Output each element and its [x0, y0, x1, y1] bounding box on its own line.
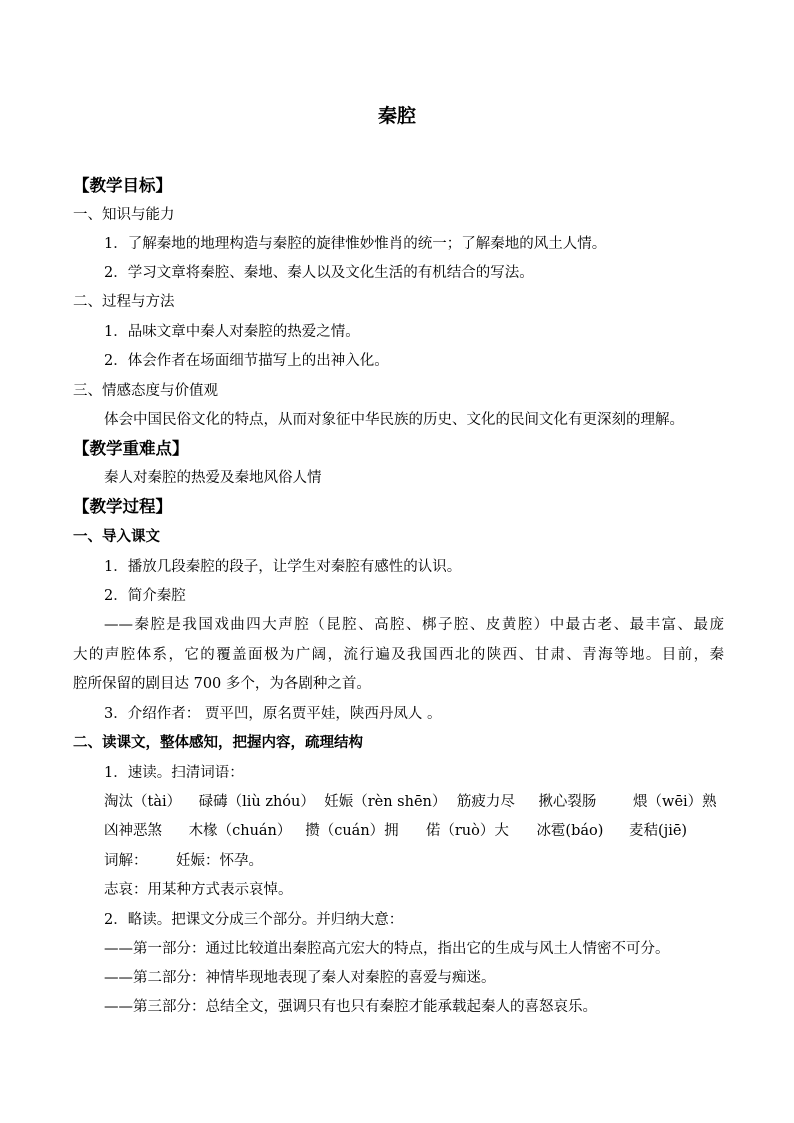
step-item: 2．简介秦腔 — [104, 588, 186, 604]
gloss-label: 词解： — [104, 853, 148, 869]
vocab-word: 凶神恶煞 — [104, 823, 162, 839]
intro-paragraph-line: 大的声腔体系，它的覆盖面极为广阔，流行遍及我国西北的陕西、甘肃、青海等地。目前，秦 — [73, 647, 724, 663]
vocab-word: 攒（cuán）拥 — [305, 823, 399, 839]
vocab-word: 木椽（chuán） — [188, 823, 292, 839]
step-heading-intro: 一、导入课文 — [73, 528, 160, 545]
subheading-knowledge: 一、知识与能力 — [73, 207, 175, 223]
step-item: 1．速读。扫清词语： — [104, 765, 244, 781]
step-heading-reading: 二、读课文，整体感知，把握内容，疏理结构 — [73, 734, 363, 751]
vocab-word: 麦秸(jiē) — [629, 823, 688, 839]
vocab-row — [104, 821, 687, 841]
goal-item: 1．品味文章中秦人对秦腔的热爱之情。 — [104, 324, 360, 340]
goal-item: 2．学习文章将秦腔、秦地、秦人以及文化生活的有机结合的写法。 — [104, 265, 534, 281]
intro-paragraph-line: ——秦腔是我国戏曲四大声腔（昆腔、高腔、梆子腔、皮黄腔）中最古老、最丰富、最庞 — [104, 617, 724, 633]
vocab-word: 筋疲力尽 — [456, 794, 515, 810]
subheading-emotion-values: 三、情感态度与价值观 — [73, 383, 218, 399]
vocab-word: 冰雹(báo) — [536, 823, 604, 839]
goal-text: 体会中国民俗文化的特点，从而对象征中华民族的历史、文化的民间文化有更深刻的理解。 — [104, 412, 684, 428]
vocab-word: 淘汰（tài） — [104, 794, 182, 810]
gloss-item: 志哀：用某种方式表示哀悼。 — [104, 882, 293, 898]
vocab-word: 煨（wēi）熟 — [633, 794, 717, 810]
key-points-text: 秦人对秦腔的热爱及秦地风俗人情 — [104, 470, 322, 486]
vocab-word: 碌碡（liù zhóu） — [198, 794, 315, 810]
goal-item: 1．了解秦地的地理构造与秦腔的旋律惟妙惟肖的统一；了解秦地的风土人情。 — [104, 236, 607, 252]
subheading-process-method: 二、过程与方法 — [73, 294, 175, 310]
structure-part: ——第一部分：通过比较道出秦腔高亢宏大的特点，指出它的生成与风土人情密不可分。 — [104, 941, 670, 957]
section-heading-process: 【教学过程】 — [73, 497, 172, 516]
step-item-author: 3．介绍作者： 贾平凹，原名贾平娃，陕西丹凤人 。 — [104, 706, 442, 722]
section-heading-key-points: 【教学重难点】 — [73, 439, 189, 458]
step-item: 1．播放几段秦腔的段子，让学生对秦腔有感性的认识。 — [104, 559, 462, 575]
structure-part: ——第二部分：神情毕现地表现了秦人对秦腔的喜爱与痴迷。 — [104, 970, 496, 986]
vocab-word: 妊娠（rèn shēn） — [324, 794, 447, 810]
structure-part: ——第三部分：总结全文，强调只有也只有秦腔才能承载起秦人的喜怒哀乐。 — [104, 999, 597, 1015]
vocab-row — [104, 792, 717, 812]
document-title: 秦腔 — [377, 105, 416, 127]
intro-paragraph-line: 腔所保留的剧目达 700 多个，为各剧种之首。 — [73, 676, 371, 692]
goal-item: 2．体会作者在场面细节描写上的出神入化。 — [104, 353, 389, 369]
gloss-item: 妊娠：怀孕。 — [176, 853, 263, 869]
section-heading-goals: 【教学目标】 — [73, 176, 172, 195]
step-item: 2．略读。把课文分成三个部分。并归纳大意： — [104, 912, 404, 928]
vocab-word: 揪心裂肠 — [538, 794, 597, 810]
vocab-word: 偌（ruò）大 — [425, 823, 509, 839]
